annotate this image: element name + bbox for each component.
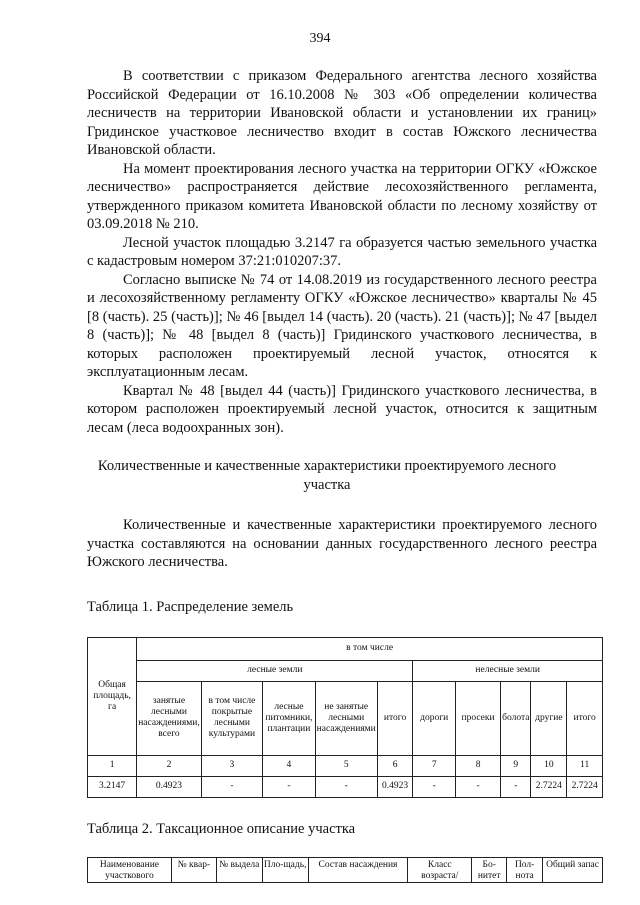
table-cell: - (315, 776, 377, 797)
nonforest-lands-header: нелесные земли (413, 660, 603, 681)
table-cell: 3.2147 (88, 776, 137, 797)
column-header: № квар- (171, 857, 216, 882)
column-header: Пол-нота (507, 857, 543, 882)
including-header: в том числе (137, 637, 603, 660)
column-header: Бо-нитет (472, 857, 507, 882)
table-cell: - (456, 776, 501, 797)
column-header: итого (377, 681, 413, 755)
table1-caption: Таблица 1. Распределение земель (87, 598, 294, 615)
column-header: лесные питомники, плантации (263, 681, 315, 755)
page-number: 394 (309, 31, 331, 46)
column-header: занятые лесными насаждениями, всего (137, 681, 201, 755)
paragraph: Лесной участок площадью 3.2147 га образуется частью земельного участка с кадастровым номером 37:21:010207:37. (87, 234, 597, 269)
column-number: 5 (315, 755, 377, 776)
column-number: 7 (413, 755, 456, 776)
table2-caption: Таблица 2. Таксационное описание участка (87, 820, 356, 837)
paragraph: Согласно выписке № 74 от 14.08.2019 из государственного лесного реестра и лесохозяйственному регламенту ОГКУ «Южское лесничество» кварталы № 45 [8 (часть). 25 (часть)]; № 46 [выдел 14 (часть). 20 (часть). 21 (часть)]; № 47 [выдел 8 (часть)]; № 48 [выдел 8 (часть)] Гридинского участкового лесничества, в которых расположен проектируемый лесной участок, относятся к эксплуатационным лесам. (87, 271, 597, 380)
column-header: Пло-щадь, (262, 857, 308, 882)
column-header: Общий запас (543, 857, 603, 882)
column-header: Состав насаждения (308, 857, 408, 882)
column-header: № выдела (216, 857, 262, 882)
column-header: в том числе покрытые лесными культурами (201, 681, 262, 755)
column-number: 10 (531, 755, 567, 776)
column-header: другие (531, 681, 567, 755)
column-header: Наименование участкового (88, 857, 172, 882)
column-header: дороги (413, 681, 456, 755)
table-cell: - (501, 776, 531, 797)
land-distribution-table (87, 637, 603, 798)
column-header: просеки (456, 681, 501, 755)
table-cell: 0.4923 (137, 776, 201, 797)
paragraph: На момент проектирования лесного участка на территории ОГКУ «Южское лесничество» распространяется действие лесохозяйственного регламента, утвержденного приказом комитета Ивановской области по лесному хозяйству от 03.09.2018 № 210. (87, 160, 597, 232)
column-number: 6 (377, 755, 413, 776)
column-header: Класс возраста/ (408, 857, 472, 882)
taxation-table (87, 857, 603, 883)
column-header: болота (501, 681, 531, 755)
table-row (88, 776, 603, 797)
table-cell: 0.4923 (377, 776, 413, 797)
column-number: 1 (88, 755, 137, 776)
column-number: 4 (263, 755, 315, 776)
table-cell: - (413, 776, 456, 797)
section-title: Количественные и качественные характеристики проектируемого лесного участка (97, 458, 557, 493)
table-cell: - (201, 776, 262, 797)
column-number: 9 (501, 755, 531, 776)
column-number: 8 (456, 755, 501, 776)
column-number: 2 (137, 755, 201, 776)
table-cell: - (263, 776, 315, 797)
column-header: итого (567, 681, 603, 755)
paragraph: В соответствии с приказом Федерального агентства лесного хозяйства Российской Федерации от 16.10.2008 № 303 «Об определении количества лесничеств на территории Ивановской области и установлении их границ» Гридинское участковое лесничество входит в состав Южского лесничества Ивановской области. (87, 68, 597, 158)
column-number: 3 (201, 755, 262, 776)
table-cell: 2.7224 (531, 776, 567, 797)
column-number: 11 (567, 755, 603, 776)
document-body (87, 67, 597, 883)
total-area-header: Общая площадь, га (88, 637, 137, 755)
table-cell: 2.7224 (567, 776, 603, 797)
column-header: не занятые лесными насаждениями (315, 681, 377, 755)
column-numbers-row (88, 755, 603, 776)
forest-lands-header: лесные земли (137, 660, 413, 681)
section-paragraph: Количественные и качественные характеристики проектируемого лесного участка составляются на основании данных государственного лесного реестра Южского лесничества. (87, 517, 597, 570)
paragraph: Квартал № 48 [выдел 44 (часть)] Гридинского участкового лесничества, в котором расположен проектируемый лесной участок, относится к защитным лесам (леса водоохранных зон). (87, 382, 597, 436)
